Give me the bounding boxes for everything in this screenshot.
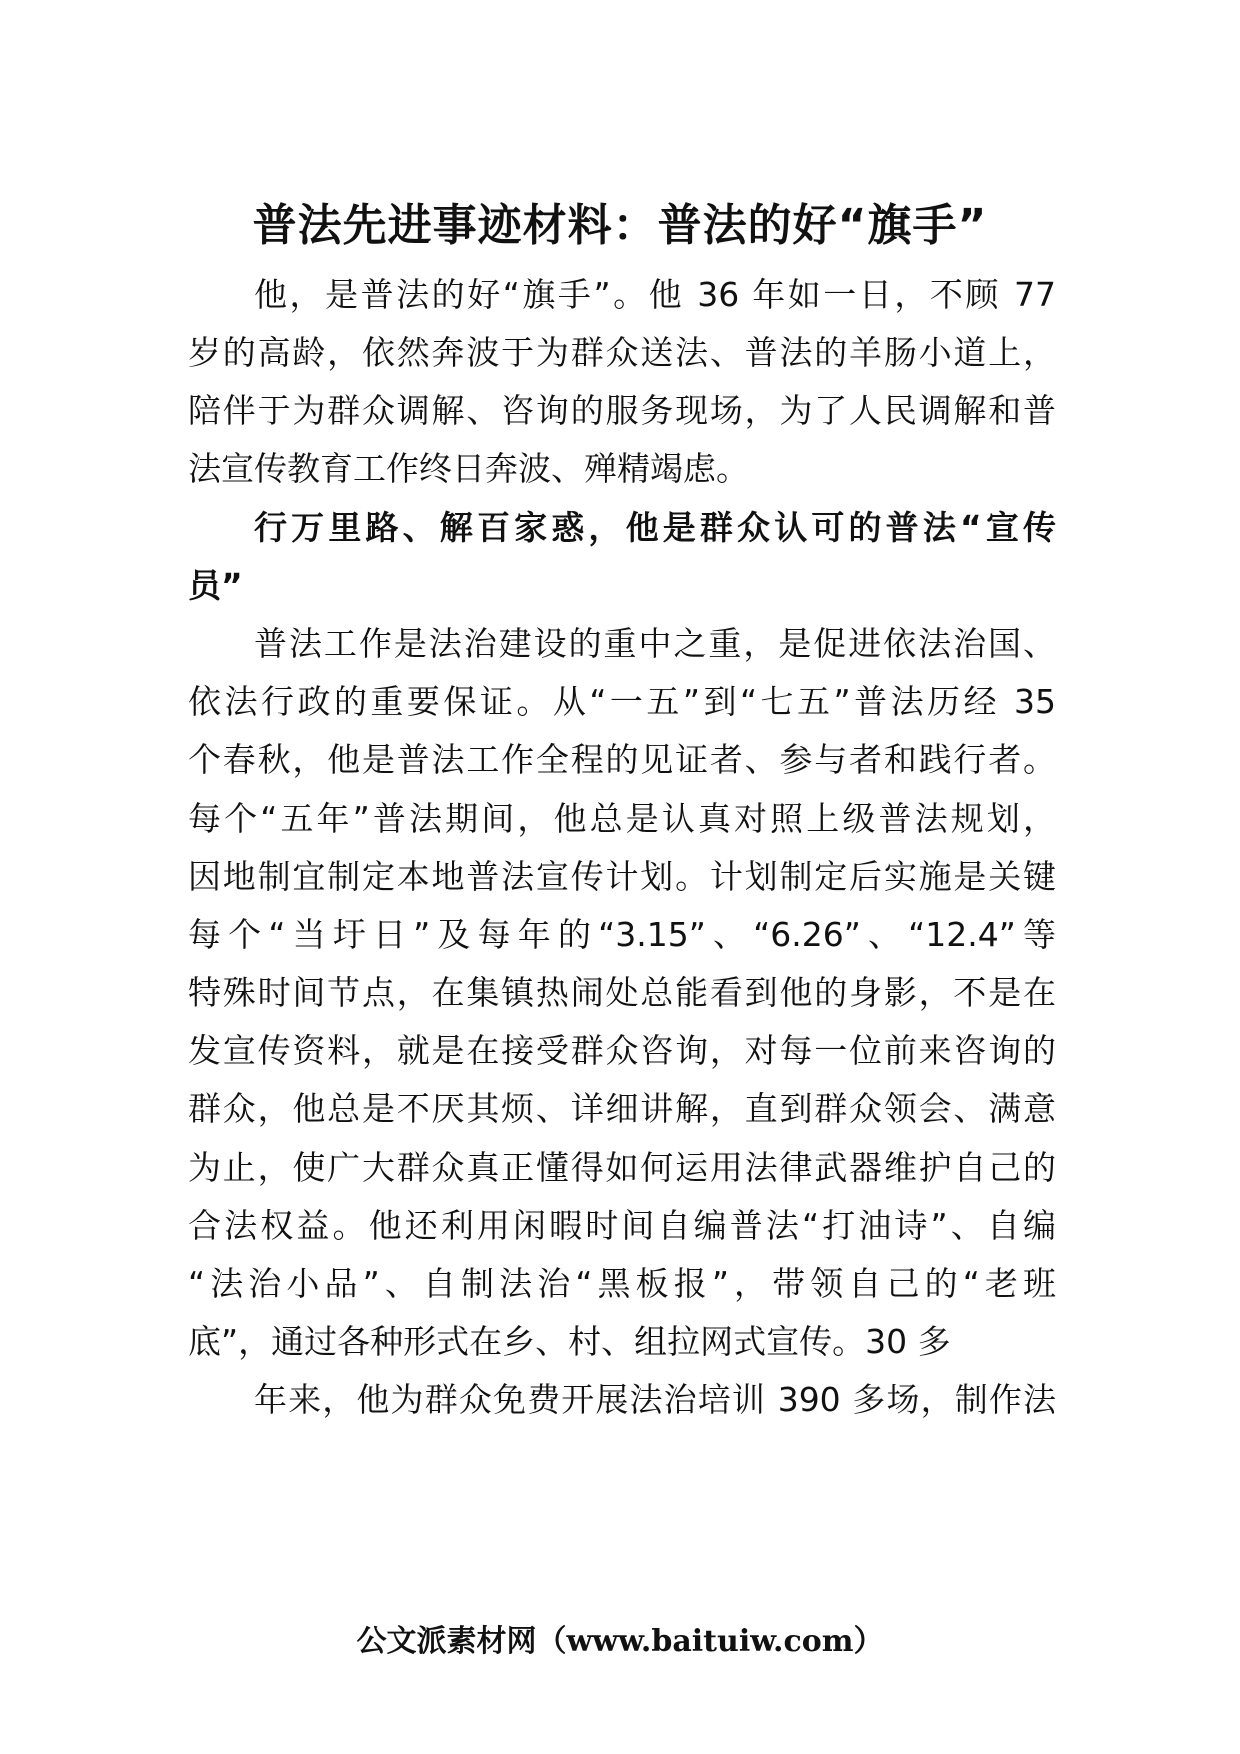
footer-site-url: （www.baituiw.com）: [536, 1624, 884, 1659]
paragraph-2-line-5: 因地制宜制定本地普法宣传计划。计划制定后实施是关键: [188, 857, 1056, 896]
paragraph-1-line-1: 他，是普法的好“旗手”。他 36 年如一日，不顾 77: [254, 275, 1056, 314]
page-footer: [0, 1620, 1240, 1664]
section-heading-line-1: 行万里路、解百家惑，他是群众认可的普法“宣传: [254, 508, 1056, 547]
paragraph-2-line-13: 底”，通过各种形式在乡、村、组拉网式宣传。30 多: [188, 1322, 951, 1361]
paragraph-2-line-10: 为止，使广大群众真正懂得如何运用法律武器维护自己的: [188, 1148, 1056, 1187]
paragraph-2-line-6: 每个“当圩日”及每年的“3.15”、“6.26”、“12.4”等: [188, 915, 1056, 954]
paragraph-1-line-2: 岁的高龄，依然奔波于为群众送法、普法的羊肠小道上，: [188, 333, 1056, 372]
paragraph-1-line-3: 陪伴于为群众调解、咨询的服务现场，为了人民调解和普: [188, 391, 1056, 430]
paragraph-1-line-4: 法宣传教育工作终日奔波、殚精竭虑。: [188, 449, 749, 488]
paragraph-2-line-7: 特殊时间节点，在集镇热闹处总能看到他的身影，不是在: [188, 973, 1056, 1012]
paragraph-2-line-11: 合法权益。他还利用闲暇时间自编普法“打油诗”、自编: [188, 1206, 1056, 1245]
paragraph-2-line-9: 群众，他总是不厌其烦、详细讲解，直到群众领会、满意: [188, 1089, 1056, 1128]
paragraph-2-line-4: 每个“五年”普法期间，他总是认真对照上级普法规划，: [188, 799, 1056, 838]
section-heading-line-2: 员”: [188, 566, 243, 605]
paragraph-3-line-1: 年来，他为群众免费开展法治培训 390 多场，制作法: [254, 1380, 1056, 1419]
document-title: 普法先进事迹材料：普法的好“旗手”: [252, 200, 988, 251]
paragraph-2-line-12: “法治小品”、自制法治“黑板报”，带领自己的“老班: [188, 1264, 1056, 1303]
paragraph-2-line-1: 普法工作是法治建设的重中之重，是促进依法治国、: [254, 624, 1056, 663]
paragraph-2-line-8: 发宣传资料，就是在接受群众咨询，对每一位前来咨询的: [188, 1031, 1056, 1070]
paragraph-2-line-2: 依法行政的重要保证。从“一五”到“七五”普法历经 35: [188, 682, 1056, 721]
paragraph-2-line-3: 个春秋，他是普法工作全程的见证者、参与者和践行者。: [188, 740, 1056, 779]
footer-site-name: 公文派素材网: [356, 1624, 537, 1659]
